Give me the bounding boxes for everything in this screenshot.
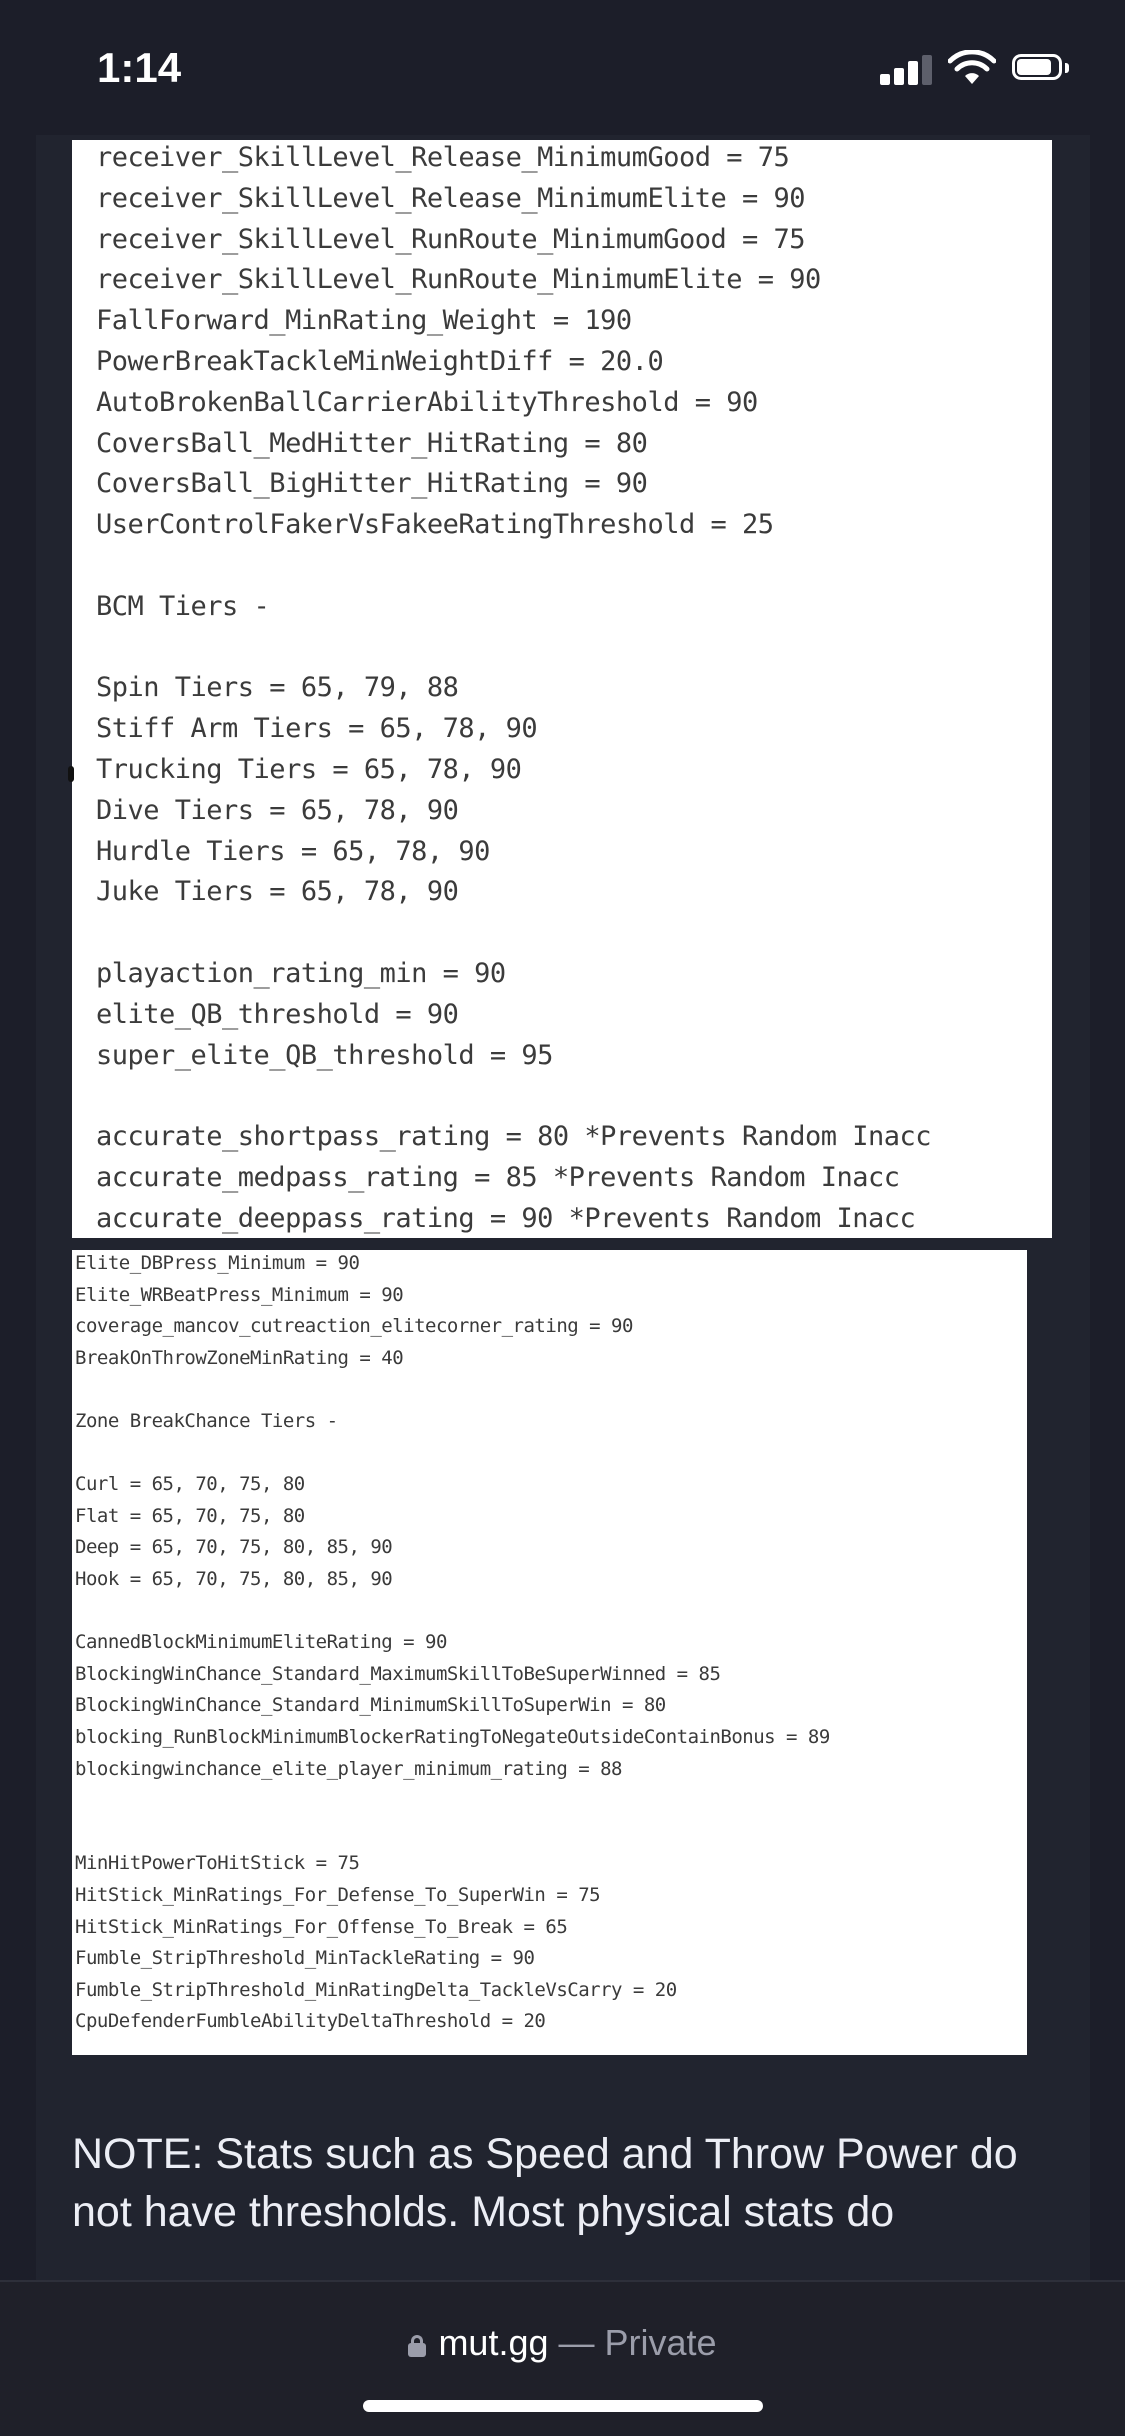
code-line: Dive Tiers = 65, 78, 90 xyxy=(96,794,459,826)
code-line: receiver_SkillLevel_RunRoute_MinimumElite = 90 xyxy=(96,264,821,296)
battery-icon xyxy=(1012,54,1072,82)
lock-icon xyxy=(408,2335,426,2357)
code-line: BCM Tiers - xyxy=(96,590,270,622)
code-line: Spin Tiers = 65, 79, 88 xyxy=(96,672,459,704)
code-line: BreakOnThrowZoneMinRating = 40 xyxy=(75,1346,404,1369)
code-line: CoversBall_MedHitter_HitRating = 80 xyxy=(96,427,648,459)
url-separator: — xyxy=(548,2322,605,2363)
home-indicator[interactable] xyxy=(363,2400,763,2412)
url-display[interactable] xyxy=(0,2322,1125,2364)
code-line: Elite_DBPress_Minimum = 90 xyxy=(75,1252,360,1274)
url-domain: mut.gg xyxy=(438,2322,549,2363)
code-line: blocking_RunBlockMinimumBlockerRatingToNegateOutsideContainBonus = 89 xyxy=(75,1726,830,1748)
code-line: accurate_shortpass_rating = 80 *Prevents Random Inacc xyxy=(96,1121,932,1153)
code-line: BlockingWinChance_Standard_MaximumSkillToBeSuperWinned = 85 xyxy=(75,1662,721,1685)
code-line: Curl = 65, 70, 75, 80 xyxy=(75,1473,305,1496)
code-line: CpuDefenderFumbleAbilityDeltaThreshold = 20 xyxy=(75,2010,546,2033)
code-line: Deep = 65, 70, 75, 80, 85, 90 xyxy=(75,1536,393,1559)
code-line: HitStick_MinRatings_For_Offense_To_Break = 65 xyxy=(75,1915,568,1938)
wifi-icon xyxy=(948,50,996,86)
code-line: accurate_medpass_rating = 85 *Prevents Random Inacc xyxy=(96,1162,900,1193)
code-line: CannedBlockMinimumEliteRating = 90 xyxy=(75,1631,447,1654)
code-line: Hurdle Tiers = 65, 78, 90 xyxy=(96,835,490,867)
status-bar xyxy=(0,0,1125,135)
note-paragraph: NOTE: Stats such as Speed and Throw Power do not have thresholds. Most physical stats do xyxy=(72,2130,1018,2236)
code-line: receiver_SkillLevel_RunRoute_MinimumGood = 75 xyxy=(96,223,805,255)
code-line: accurate_deeppass_rating = 90 *Prevents Random Inacc xyxy=(96,1202,916,1234)
code-line: AutoBrokenBallCarrierAbilityThreshold = 90 xyxy=(96,386,758,418)
code-line: receiver_SkillLevel_Release_MinimumGood = 75 xyxy=(96,142,790,173)
code-line: FallForward_MinRating_Weight = 190 xyxy=(96,305,632,337)
code-line: playaction_rating_min = 90 xyxy=(96,958,506,989)
code-screenshot-1 xyxy=(72,140,1052,1238)
code-line: Stiff Arm Tiers = 65, 78, 90 xyxy=(96,713,538,745)
cellular-signal-icon xyxy=(880,55,936,85)
code-line: coverage_mancov_cutreaction_elitecorner_rating = 90 xyxy=(75,1315,633,1338)
code-line: UserControlFakerVsFakeeRatingThreshold = 25 xyxy=(96,509,774,541)
code-line: Juke Tiers = 65, 78, 90 xyxy=(96,876,459,908)
code-line: Fumble_StripThreshold_MinTackleRating = 90 xyxy=(75,1947,535,1970)
edge-mark xyxy=(68,766,74,782)
code-line: Hook = 65, 70, 75, 80, 85, 90 xyxy=(75,1568,393,1590)
browser-address-bar[interactable] xyxy=(0,2280,1125,2436)
browsing-mode: Private xyxy=(604,2322,717,2363)
code-line: CoversBall_BigHitter_HitRating = 90 xyxy=(96,468,648,500)
code-screenshot-2 xyxy=(72,1250,1027,2055)
code-line: Flat = 65, 70, 75, 80 xyxy=(75,1504,305,1527)
status-time: 1:14 xyxy=(97,44,182,91)
code-line: MinHitPowerToHitStick = 75 xyxy=(75,1852,360,1875)
code-line: Trucking Tiers = 65, 78, 90 xyxy=(96,754,522,785)
code-line: receiver_SkillLevel_Release_MinimumElite = 90 xyxy=(96,182,805,214)
code-line: Zone BreakChance Tiers - xyxy=(75,1410,338,1432)
code-line: super_elite_QB_threshold = 95 xyxy=(96,1039,553,1071)
code-line: Fumble_StripThreshold_MinRatingDelta_TackleVsCarry = 20 xyxy=(75,1978,677,2001)
code-line: blockingwinchance_elite_player_minimum_rating = 88 xyxy=(75,1757,622,1780)
code-line: elite_QB_threshold = 90 xyxy=(96,998,459,1030)
code-line: Elite_WRBeatPress_Minimum = 90 xyxy=(75,1283,404,1306)
code-line: BlockingWinChance_Standard_MinimumSkillToSuperWin = 80 xyxy=(75,1694,666,1717)
code-line: HitStick_MinRatings_For_Defense_To_SuperWin = 75 xyxy=(75,1884,601,1906)
code-line: PowerBreakTackleMinWeightDiff = 20.0 xyxy=(96,346,664,377)
